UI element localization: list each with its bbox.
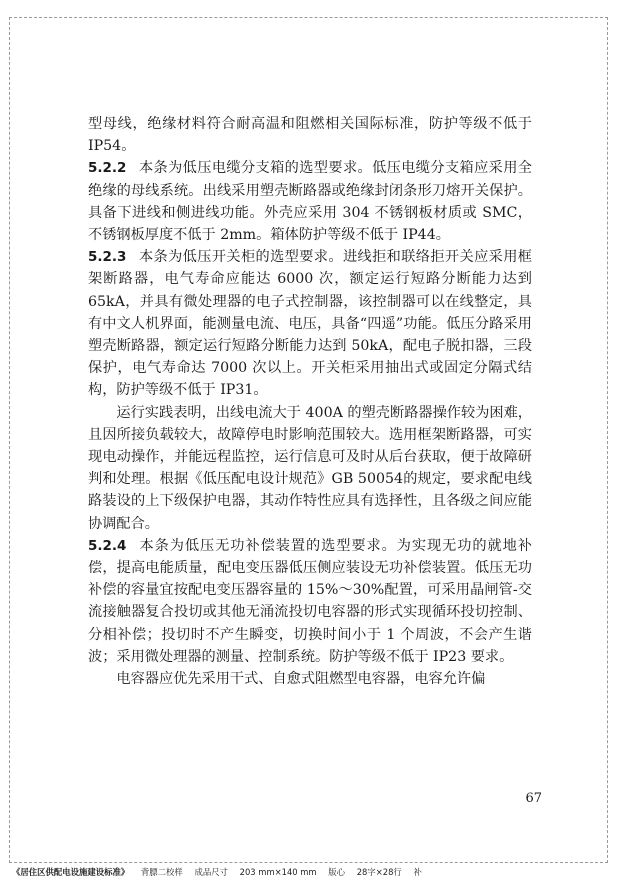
footer-trim-label: 成品尺寸	[194, 867, 228, 877]
paragraph-6	[88, 668, 532, 690]
footer-book-title: 《居住区供配电设施建设标准》	[12, 867, 130, 877]
paragraph-text: 运行实践表明，出线电流大于 400A 的塑壳断路器操作较为困难，且因所接负载较大，故障停电时影响范围较大。选用框架断路器，可实现电动操作，并能远程监控，运行信息可及时从后台获取，便于故障研判和处理。根据《低压配电设计规范》GB 50054的规定，要求配电线路装设的上下级保护电器，其动作特性应具有选择性，且各级之间应能协调配合。	[88, 404, 532, 532]
paragraph-3	[88, 246, 532, 401]
paragraph-4	[88, 402, 532, 535]
footer-core-label: 版心	[328, 867, 346, 877]
footer-extra: 补	[413, 867, 422, 877]
body-text	[88, 113, 532, 690]
section-number: 5.2.3	[88, 249, 127, 266]
footer-edition: 背膘二校样	[140, 867, 183, 877]
paragraph-1	[88, 113, 532, 157]
footer-core-value: 28字×28行	[356, 867, 402, 877]
section-number: 5.2.2	[88, 160, 127, 177]
paragraph-text: 型母线，绝缘材料符合耐高温和阻燃相关国际标准，防护等级不低于 IP54。	[88, 116, 532, 155]
paragraph-text: 电容器应优先采用干式、自愈式阻燃型电容器，电容允许偏	[116, 671, 486, 688]
footer-trim-value: 203 mm×140 mm	[239, 867, 317, 877]
paragraph-text: 本条为低压开关柜的选型要求。进线拒和联络拒开关应采用框架断路器，电气寿命应能达 6000 次，额定运行短路分断能力达到 65kA，并具有微处理器的电子式控制器，该控制器可以在线整定，具有中文人机界面，能测量电流、电压，具备“四遥”功能。低压分路采用塑壳断路器，额定运行短路分断能力达到 50kA，配电子脱扣器，三段保护，电气寿命达 7000 次以上。开关柜采用抽出式或固定分隔式结构，防护等级不低于 IP31。	[88, 249, 532, 399]
paragraph-2	[88, 157, 532, 246]
page-number: 67	[525, 791, 542, 806]
section-number: 5.2.4	[88, 537, 127, 554]
print-footer	[12, 866, 608, 878]
paragraph-text: 本条为低压电缆分支箱的选型要求。低压电缆分支箱应采用全绝缘的母线系统。出线采用塑壳断路器或绝缘封闭条形刀熔开关保护。具备下进线和侧进线功能。外壳应采用 304 不锈钢板材质或 SMC，不锈钢板厚度不低于 2mm。箱体防护等级不低于 IP44。	[88, 160, 532, 244]
paragraph-5	[88, 535, 532, 668]
paragraph-text: 本条为低压无功补偿装置的选型要求。为实现无功的就地补偿，提高电能质量，配电变压器低压侧应装设无功补偿装置。低压无功补偿的容量宜按配电变压器容量的 15%～30%配置，可采用晶闸管-交流接触器复合投切或其他无涌流投切电容器的形式实现循环投切控制、分相补偿；投切时不产生瞬变，切换时间小于 1 个周波，不会产生谐波；采用微处理器的测量、控制系统。防护等级不低于 IP23 要求。	[88, 537, 532, 665]
